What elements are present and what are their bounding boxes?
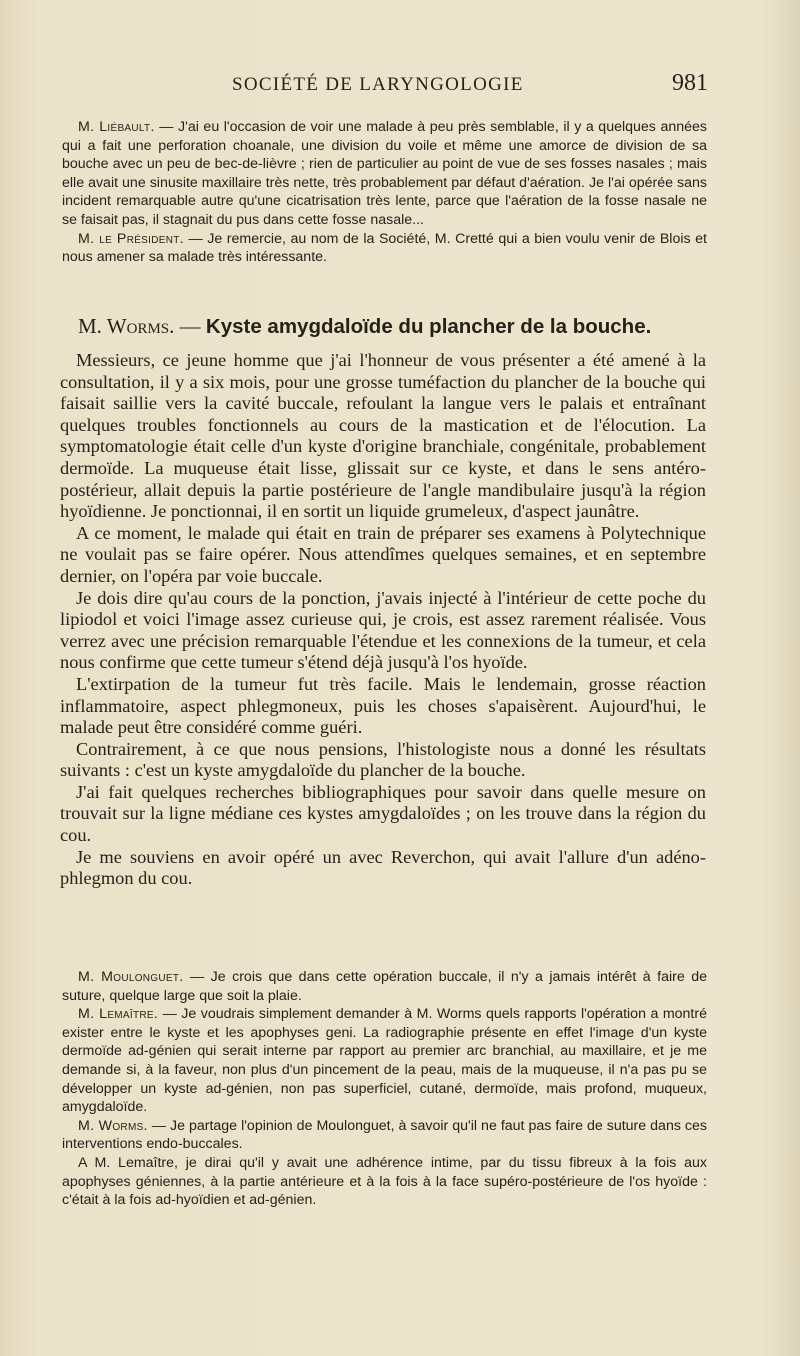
article-body	[60, 350, 706, 890]
page-number: 981	[672, 70, 708, 96]
remark-text: — Je voudrais simplement demander à M. Worms quels rapports l'opération a montré exister entre le kyste et les apophyses geni. La radiographie présente en effet l'image d'un kyste dermoïde ad-génien qui serait interne par rapport au premier arc branchial, au maxillaire, et je me demande si, à la faveur, non plus d'un pincement de la peau, mais de la muqueuse, il n'a pas pu se développer un kyste ad-génien, non pas superficiel, cutané, dermoïde, mais profond, muqueux, amygdaloïde.	[62, 1006, 707, 1116]
article-title	[78, 314, 718, 339]
body-paragraph: A ce moment, le malade qui était en train de préparer ses examens à Polytechnique ne voulait pas se faire opérer. Nous attendîmes quelques semaines, et en septembre dernier, on l'opéra par voie buccale.	[60, 522, 706, 586]
remark-text: — Je remercie, au nom de la Société, M. Cretté qui a bien voulu venir de Blois et nous amener sa malade très intéressante.	[62, 230, 707, 266]
speaker-name: M. Liébault.	[78, 119, 155, 135]
speaker-name: M. le Président.	[78, 230, 184, 247]
discussion-paragraph	[62, 1154, 707, 1210]
body-paragraph: L'extirpation de la tumeur fut très facile. Mais le lendemain, grosse réaction inflammatoire, aspect phlegmoneux, puis les choses s'apaisèrent. Aujourd'hui, le malade peut être considéré comme guéri.	[60, 673, 706, 738]
body-paragraph: J'ai fait quelques recherches bibliographiques pour savoir dans quelle mesure on trouvait sur la ligne médiane ces kystes amygdaloïdes ; on les trouve dans la région du cou.	[60, 781, 706, 846]
discussion-paragraph	[62, 118, 707, 230]
article-author: M. Worms.	[78, 314, 175, 338]
discussion-paragraph	[62, 230, 707, 267]
title-dash: —	[174, 314, 206, 338]
body-paragraph: Je me souviens en avoir opéré un avec Reverchon, qui avait l'allure d'un adéno-phlegmon du cou.	[60, 846, 706, 889]
body-paragraph: Je dois dire qu'au cours de la ponction, j'avais injecté à l'intérieur de cette poche du lipiodol et voici l'image assez curieuse qui, je crois, est assez rarement réalisée. Vous verrez avec une précision remarquable l'étendue et les connexions de la tumeur, et cela nous confirme que cette tumeur s'étend déjà jusqu'à l'os hyoïde.	[60, 587, 706, 673]
speaker-name: M. Moulonguet.	[78, 969, 184, 985]
speaker-name: M. Lemaître.	[78, 1006, 159, 1023]
discussion-paragraph	[62, 1005, 707, 1117]
running-head: SOCIÉTÉ DE LARYNGOLOGIE	[232, 74, 524, 95]
article-heading: Kyste amygdaloïde du plancher de la bouche.	[205, 315, 652, 338]
remark-text: A M. Lemaître, je dirai qu'il y avait une adhérence intime, par du tissu fibreux à la fois aux apophyses géniennes, à la partie antérieure et à la fois à la face supéro-postérieure de l'os hyoïde : c'était à la fois ad-hyoïdien et ad-génien.	[62, 1154, 707, 1209]
page-header	[0, 70, 800, 100]
discussion-paragraph	[62, 1117, 707, 1154]
discussion-block-bottom	[62, 968, 707, 1210]
body-paragraph: Messieurs, ce jeune homme que j'ai l'honneur de vous présenter a été amené à la consultation, il y a six mois, pour une grosse tuméfaction du plancher de la bouche qui faisait saillie vers la cavité buccale, refoulant la langue vers le palais et entraînant quelques troubles fonctionnels au cours de la mastication et de l'élocution. La symptomatologie était celle d'un kyste d'origine branchiale, congénitale, probablement dermoïde. La muqueuse était lisse, glissait sur ce kyste, et dans le sens antéro-postérieur, allait depuis la partie postérieure de l'angle mandibulaire jusqu'à la région hyoïdienne. Je ponctionnai, il en sortit un liquide grumeleux, d'aspect jaunâtre.	[60, 350, 706, 522]
body-paragraph: Contrairement, à ce que nous pensions, l'histologiste nous a donné les résultats suivants : c'est un kyste amygdaloïde du plancher de la bouche.	[60, 738, 706, 781]
discussion-paragraph	[62, 968, 707, 1005]
remark-text: — Je partage l'opinion de Moulonguet, à savoir qu'il ne faut pas faire de suture dans ces interventions endo-buccales.	[62, 1117, 707, 1153]
remark-text: — J'ai eu l'occasion de voir une malade à peu près semblable, il y a quelques années qui a fait une perforation choanale, une division du voile et même une amorce de division de sa bouche avec un peu de bec-de-lièvre ; rien de particulier au point de vue de ses fosses nasales ; mais elle avait une sinusite maxillaire très nette, très probablement par défaut d'aération. Je l'ai opérée sans incident remarquable autre qu'une cicatrisation très lente, parce que l'aération de la fosse nasale ne se faisait pas, il stagnait du pus dans cette fosse nasale...	[62, 119, 707, 228]
remark-text: — Je crois que dans cette opération buccale, il n'y a jamais intérêt à faire de suture, quelque large que soit la plaie.	[62, 969, 707, 1004]
speaker-name: M. Worms.	[78, 1117, 148, 1134]
discussion-block-top	[62, 118, 707, 267]
